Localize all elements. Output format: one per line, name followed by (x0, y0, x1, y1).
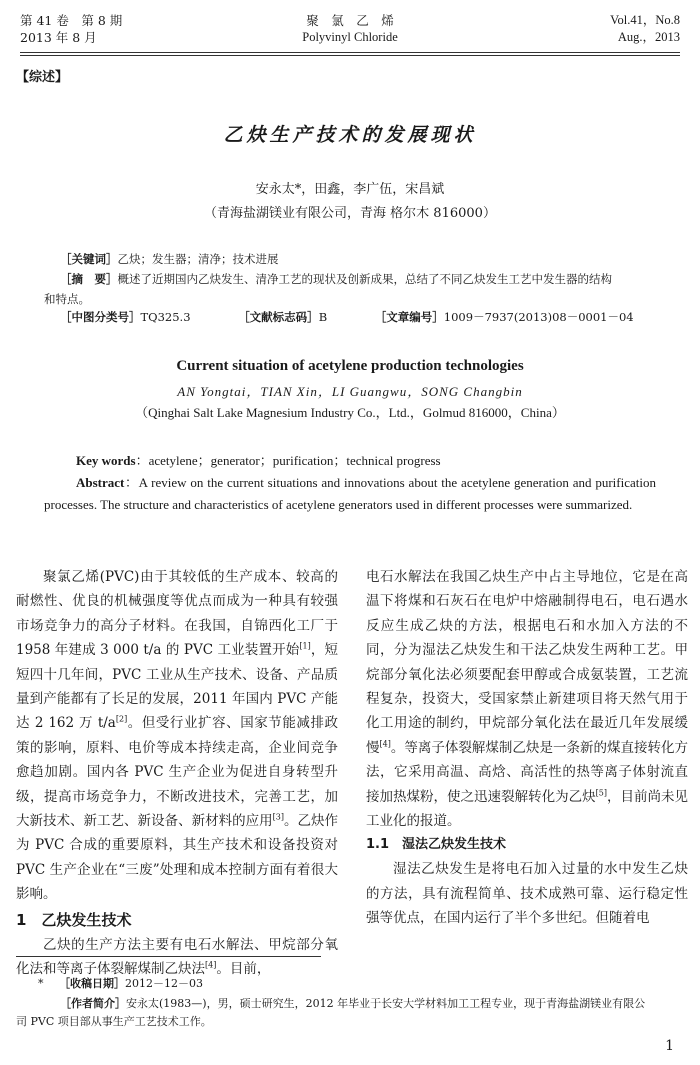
article-id (375, 310, 656, 324)
received-date (38, 975, 203, 993)
citation-4b: [4] (379, 739, 391, 749)
footnote-star: * (38, 977, 44, 990)
doc-code (238, 310, 349, 324)
issue-date: 2013 年 8 月 (20, 30, 97, 45)
id-value: 1009－7937(2013)08－0001－04 (443, 310, 634, 324)
page-number: 1 (665, 1038, 674, 1054)
abstract-en-text: ：A review on the current situations and innovations about the acetylene generation and purification processes. The structure and characteristics of acetylene generators used in different processes were summarized. (44, 475, 656, 512)
section1-text-3: 电石水解法在我国乙炔生产中占主导地位，它是在高温下将煤和石灰石在电炉中熔融制得电石，电石遇水反应生成乙炔的方法，根据电石和水加入方法的不同，分为湿法乙炔发生和干法乙炔发生两种工艺。甲烷部分氧化法必须要配套甲醇或合成氨装置，工艺流程复杂，投资大，受国家禁止新建项目将天然气用于化工用途的制约，甲烷部分氧化法在最近几年发展缓慢 (366, 569, 688, 756)
intro-text-2: ，短短四十几年间，PVC 工业从生产技术、设备、产品质量到产能都有了长足的发展，2011 年国内 PVC 产能达 2 162 万 t/a (16, 642, 339, 732)
citation-2: [2] (115, 714, 128, 724)
section1-1-paragraph: 湿法乙炔发生是将电石加入过量的水中发生乙炔的方法，具有流程简单、技术成熟可靠、运行稳定性强等优点，在国内运行了半个多世纪。但随着电 (366, 861, 688, 927)
doc-value: B (318, 310, 328, 324)
clc-code (60, 310, 213, 324)
author-bio (60, 995, 685, 1013)
clc-label: ［中图分类号］ (60, 310, 141, 324)
journal-volume-info (20, 12, 122, 46)
keywords-cn (60, 250, 685, 268)
authors-en: AN Yongtai，TIAN Xin，LI Guangwu，SONG Changbin (177, 384, 523, 399)
intro-text-4: 。乙炔作为 PVC 合成的重要原料，其生产技术和设备投资对 PVC 生产企业在“三废”处理和成本控制方面有着很大影响。 (16, 813, 339, 903)
bio-label: ［作者简介］ (60, 997, 126, 1010)
paper-title-cn: 乙炔生产技术的发展现状 (223, 124, 477, 146)
section1-text-2: 。目前， (216, 961, 271, 978)
abstract-en-label: Abstract (76, 475, 125, 490)
journal-volume-en (610, 12, 680, 46)
intro-text-1: 聚氯乙烯(PVC)由于其较低的生产成本、较高的耐燃性、优良的机械强度等优点而成为一种具有较强市场竞争力的高分子材料。在我国，自锦西化工厂于 1958 年建成 3 000 t/a 的 PVC 工业装置开始 (16, 569, 338, 659)
citation-1: [1] (299, 641, 311, 651)
abstract-cn-cont: 和特点。 (44, 292, 90, 306)
journal-name-cn: 聚 氯 乙 烯 (306, 13, 394, 28)
intro-paragraph (16, 565, 338, 907)
citation-3: [3] (272, 812, 284, 822)
header-rule (20, 52, 680, 53)
abstract-en (44, 472, 656, 516)
section1-paragraph-cont (366, 565, 688, 833)
keywords-en-label: Key words (76, 453, 136, 468)
authors-cn: 安永太*，田鑫，李广伍，宋昌斌 (255, 182, 445, 197)
affiliation-en: （Qinghai Salt Lake Magnesium Industry Co.，Ltd.，Golmud 816000，China） (135, 405, 565, 420)
section-heading-1: 1 乙炔发生技术 (16, 910, 132, 929)
affiliation-cn: （青海盐湖镁业有限公司，青海 格尔木 816000） (204, 206, 496, 221)
issue-date-en: Aug.，2013 (617, 30, 680, 44)
abstract-cn-label: ［摘 要］ (60, 272, 118, 286)
abstract-cn (60, 270, 685, 288)
bio-text: 安永太(1983—)，男，硕士研究生，2012 年毕业于长安大学材料加工工程专业，现于青海盐湖镁业有限公 (126, 997, 646, 1010)
volume-issue-en: Vol.41，No.8 (610, 13, 680, 27)
volume-issue: 第 41 卷 第 8 期 (20, 13, 123, 28)
journal-name (250, 12, 450, 46)
keywords-en (76, 450, 656, 472)
section-tag: 【综述】 (16, 70, 69, 85)
section-heading-1-1: 1.1 湿法乙炔发生技术 (366, 837, 507, 853)
received-value: 2012－12－03 (125, 977, 203, 990)
citation-4a: [4] (205, 960, 217, 970)
keywords-cn-label: ［关键词］ (60, 252, 118, 266)
author-bio-cont: 司 PVC 项目部从事生产工艺技术工作。 (16, 1015, 212, 1028)
doc-label: ［文献标志码］ (238, 310, 319, 324)
section1-text-4: 。等离子体裂解煤制乙炔是一条新的煤直接转化方法，它采用高温、高焓、高活性的热等离子体射流直接加热煤粉，使之迅速裂解转化为乙炔 (366, 739, 689, 805)
id-label: ［文章编号］ (374, 310, 444, 324)
body-right-column (366, 565, 688, 931)
section1-text-1: 乙炔的生产方法主要有电石水解法、甲烷部分氧化法和等离子体裂解煤制乙炔法 (16, 936, 338, 978)
header-rule-thin (20, 55, 680, 56)
clc-value: TQ325.3 (140, 310, 191, 324)
intro-text-3: 。但受行业扩容、国家节能减排政策的影响，原料、电价等成本持续走高，企业间竞争愈趋加剧。国内各 PVC 生产企业为促进自身转型升级，提高市场竞争力，不断改进技术，完善工艺，加大新技术、新工艺、新设备、新材料的应用 (16, 715, 339, 830)
abstract-cn-text: 概述了近期国内乙炔发生、清净工艺的现状及创新成果，总结了不同乙炔发生工艺中发生器的结构 (117, 272, 612, 286)
section1-text-5: ，目前尚未见工业化的报道。 (366, 788, 689, 830)
citation-5: [5] (595, 788, 607, 798)
paper-title-en: Current situation of acetylene production technologies (176, 358, 524, 374)
journal-name-en: Polyvinyl Chloride (302, 30, 398, 44)
keywords-cn-text: 乙炔；发生器；清净；技术进展 (117, 252, 279, 266)
keywords-en-text: ：acetylene；generator；purification；technical progress (135, 453, 441, 468)
footnote-rule (16, 956, 321, 957)
body-left-column (16, 565, 338, 982)
classification-row (60, 309, 678, 325)
received-label: ［收稿日期］ (59, 977, 125, 990)
